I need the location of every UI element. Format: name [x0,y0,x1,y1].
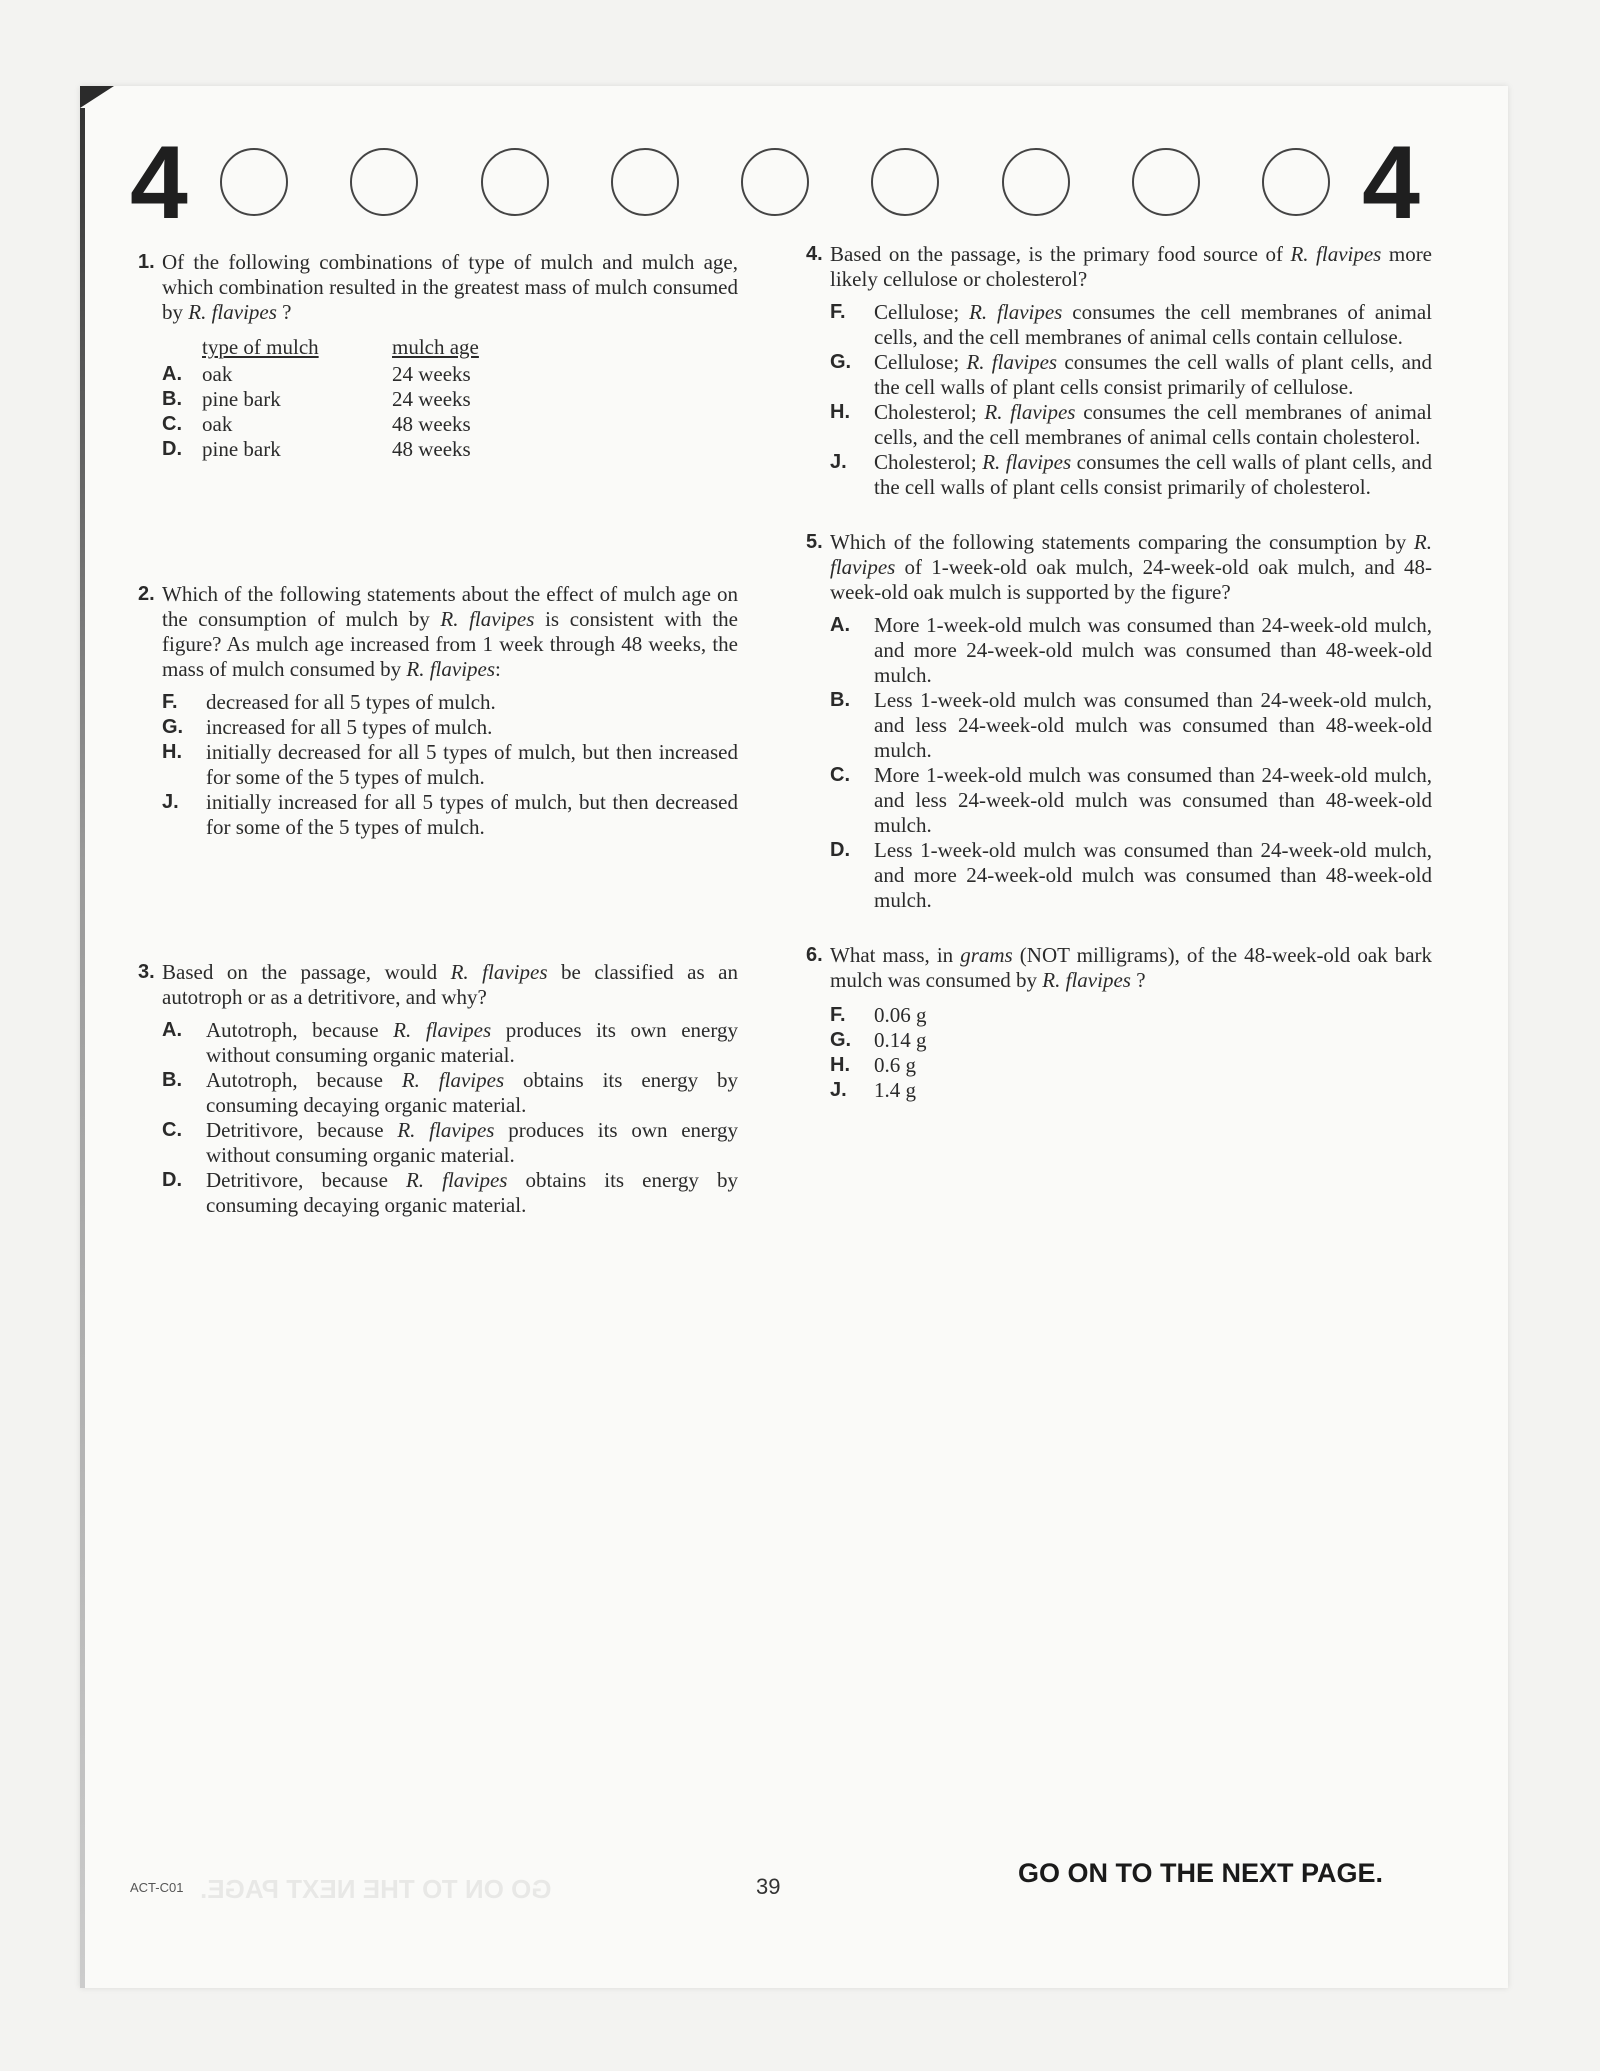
answer-options [162,690,738,840]
question-number: 1. [138,251,155,273]
header-circle [1132,148,1200,216]
answer-option-c[interactable]: C. More 1-week-old mulch was consumed than 24-week-old mulch, and less 24-week-old mulch was consumed than 48-week-old mulch. [830,763,1432,837]
answer-option-j[interactable]: J. initially increased for all 5 types of mulch, but then decreased for some of the 5 types of mulch. [162,790,738,839]
answer-options [830,1003,1432,1103]
answer-option-b[interactable]: B. Autotroph, because R. flavipes obtains its energy by consuming decaying organic material. [162,1068,738,1117]
question-stem: Of the following combinations of type of mulch and mulch age, which combination resulted in the greatest mass of mulch consumed by R. flavipes ? [162,250,738,324]
answer-option-d[interactable]: D. Less 1-week-old mulch was consumed than 24-week-old mulch, and more 24-week-old mulch was consumed than 48-week-old mulch. [830,838,1432,912]
table-header [162,335,738,360]
page-edge-shadow [80,108,85,1988]
section-header [130,125,1420,241]
answer-option-h[interactable]: H. initially decreased for all 5 types of mulch, but then increased for some of the 5 types of mulch. [162,740,738,789]
answer-options [162,1018,738,1218]
left-column [138,250,738,1218]
answer-option-a[interactable]: A. More 1-week-old mulch was consumed than 24-week-old mulch, and more 24-week-old mulch was consumed than 48-week-old mulch. [830,613,1432,687]
answer-options [830,613,1432,913]
answer-option-g[interactable]: G. Cellulose; R. flavipes consumes the cell walls of plant cells, and the cell walls of plant cells consist primarily of cellulose. [830,350,1432,399]
answer-option-c[interactable]: C. Detritivore, because R. flavipes produces its own energy without consuming organic material. [162,1118,738,1167]
answer-option-f[interactable]: F. decreased for all 5 types of mulch. [162,690,496,714]
corner-mark [80,86,114,108]
header-mulch-age: mulch age [392,335,479,359]
header-circle [481,148,549,216]
question-1 [138,250,738,462]
header-circle [611,148,679,216]
header-circle [741,148,809,216]
answer-options [830,300,1432,500]
answer-option-a[interactable]: A. oak 24 weeks [162,362,471,386]
question-number: 3. [138,961,155,983]
header-circle [871,148,939,216]
answer-option-a[interactable]: A. Autotroph, because R. flavipes produces its own energy without consuming organic material. [162,1018,738,1067]
page-number: 39 [756,1874,781,1899]
question-stem: Based on the passage, would R. flavipes be classified as an autotroph or as a detritivore, and why? [162,960,738,1009]
answer-table [162,335,738,462]
answer-option-f[interactable]: F. 0.06 g [830,1003,927,1027]
section-number-right: 4 [1362,125,1420,241]
question-5 [806,530,1432,913]
header-circles [220,148,1330,216]
question-number: 4. [806,243,823,265]
answer-option-c[interactable]: C. oak 48 weeks [162,412,471,436]
question-stem: Based on the passage, is the primary food source of R. flavipes more likely cellulose or cholesterol? [830,242,1433,291]
question-number: 5. [806,531,823,553]
question-4 [806,242,1432,500]
answer-option-j[interactable]: J. Cholesterol; R. flavipes consumes the cell walls of plant cells, and the cell walls of plant cells consist primarily of cholesterol. [830,450,1433,499]
question-stem: What mass, in grams (NOT milligrams), of the 48-week-old oak bark mulch was consumed by R. flavipes ? [830,943,1433,992]
bleed-through-text: GO ON TO THE NEXT PAGE. [200,1874,552,1904]
section-number-left: 4 [130,125,188,241]
question-stem: Which of the following statements comparing the consumption by R. flavipes of 1-week-old oak mulch, 24-week-old oak mulch, and 48-week-old oak mulch is supported by the figure? [830,530,1432,604]
answer-option-b[interactable]: B. Less 1-week-old mulch was consumed than 24-week-old mulch, and less 24-week-old mulch was consumed than 48-week-old mulch. [830,688,1432,762]
form-code: ACT-C01 [130,1880,184,1895]
right-column [806,242,1432,1103]
question-6 [806,943,1432,1103]
answer-option-d[interactable]: D. pine bark 48 weeks [162,437,471,461]
question-stem: Which of the following statements about the effect of mulch age on the consumption of mulch by R. flavipes is consistent with the figure? As mulch age increased from 1 week through 48 weeks, the mass of mulch consumed by R. flavipes: [162,582,738,681]
answer-option-d[interactable]: D. Detritivore, because R. flavipes obtains its energy by consuming decaying organic material. [162,1168,738,1217]
question-3 [138,960,738,1218]
header-circle [220,148,288,216]
next-page-notice: GO ON TO THE NEXT PAGE. [1018,1858,1384,1888]
question-number: 2. [138,583,155,605]
header-circle [1002,148,1070,216]
header-circle [1262,148,1330,216]
question-2 [138,582,738,840]
header-circle [350,148,418,216]
header-type-of-mulch: type of mulch [202,335,319,359]
answer-option-g[interactable]: G. 0.14 g [830,1028,927,1052]
answer-option-h[interactable]: H. 0.6 g [830,1053,916,1077]
answer-option-g[interactable]: G. increased for all 5 types of mulch. [162,715,493,739]
answer-option-j[interactable]: J. 1.4 g [830,1078,916,1102]
answer-option-h[interactable]: H. Cholesterol; R. flavipes consumes the cell membranes of animal cells, and the cell membranes of animal cells contain cholesterol. [830,400,1432,449]
answer-option-b[interactable]: B. pine bark 24 weeks [162,387,471,411]
answer-option-f[interactable]: F. Cellulose; R. flavipes consumes the cell membranes of animal cells, and the cell membranes of animal cells contain cellulose. [830,300,1432,349]
question-number: 6. [806,944,823,966]
